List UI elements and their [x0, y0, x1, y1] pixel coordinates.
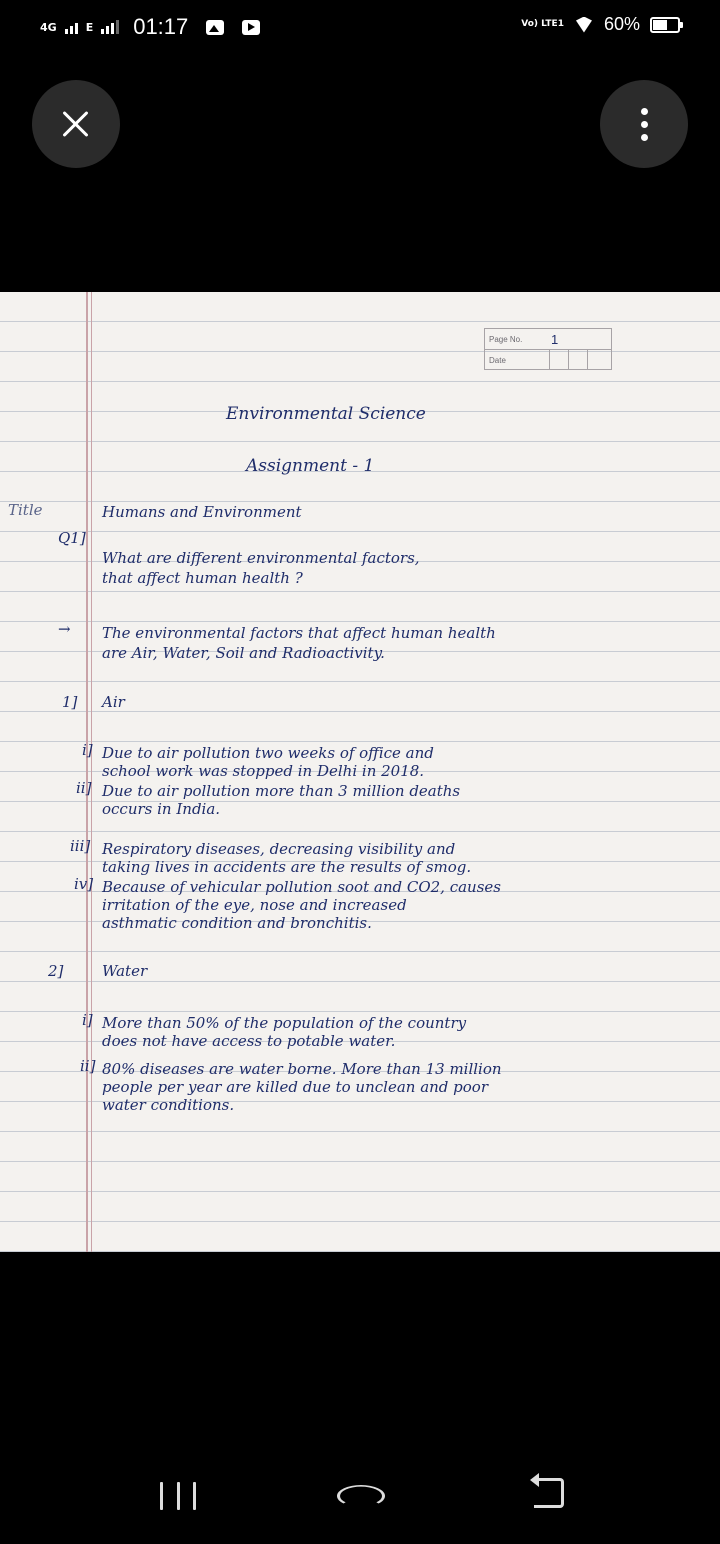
navigation-bar — [0, 1464, 720, 1544]
more-options-button[interactable] — [600, 80, 688, 168]
status-bar — [0, 0, 720, 56]
page-no-label: Page No. — [489, 334, 523, 344]
status-left — [40, 14, 260, 40]
question-line-2: that affect human health ? — [102, 569, 303, 587]
page-info-box — [484, 328, 612, 370]
date-label: Date — [489, 355, 506, 365]
gallery-notification-icon — [206, 20, 224, 35]
answer-arrow: → — [58, 620, 71, 638]
question-line-1: What are different environmental factors, — [102, 549, 420, 567]
battery-percent: 60% — [603, 14, 640, 34]
air-point-4-number: iv] — [74, 875, 94, 893]
title-label: Title — [8, 501, 43, 519]
air-point-4-line-1: Because of vehicular pollution soot and CO2, causes — [102, 878, 501, 896]
network-4g-label: 4G — [40, 20, 57, 34]
more-vertical-icon — [641, 108, 648, 141]
air-point-4-line-2: irritation of the eye, nose and increased — [102, 896, 407, 914]
clock: 01:17 — [133, 14, 189, 39]
youtube-notification-icon — [242, 20, 260, 35]
status-right — [521, 14, 680, 35]
air-point-2-line-1: Due to air pollution more than 3 million deaths — [102, 782, 461, 800]
section-air-number: 1] — [62, 693, 78, 711]
recents-button[interactable] — [160, 1478, 196, 1514]
section-air-heading: Air — [102, 693, 125, 711]
notebook-photo[interactable] — [0, 292, 720, 1252]
water-point-2-line-1: 80% diseases are water borne. More than 13 million — [102, 1060, 502, 1078]
section-water-heading: Water — [102, 962, 148, 980]
page-no-value: 1 — [551, 331, 559, 347]
water-point-1-line-2: does not have access to potable water. — [102, 1032, 396, 1050]
air-point-2-line-2: occurs in India. — [102, 800, 221, 818]
volte-label: Vo) LTE1 — [521, 19, 564, 29]
assignment-heading: Assignment - 1 — [246, 456, 375, 476]
air-point-2-number: ii] — [76, 779, 92, 797]
water-point-2-line-3: water conditions. — [102, 1096, 235, 1114]
air-point-1-line-1: Due to air pollution two weeks of office and — [102, 744, 434, 762]
air-point-1-line-2: school work was stopped in Delhi in 2018. — [102, 762, 425, 780]
wifi-icon — [574, 17, 594, 33]
air-point-1-number: i] — [82, 741, 93, 759]
signal-icon-2 — [101, 20, 119, 34]
question-number: Q1] — [58, 529, 86, 547]
close-icon — [62, 110, 90, 138]
signal-icon — [65, 20, 78, 34]
subject-heading: Environmental Science — [226, 404, 426, 424]
back-button[interactable] — [534, 1478, 564, 1508]
air-point-3-number: iii] — [70, 837, 91, 855]
battery-fill — [653, 20, 667, 30]
air-point-4-line-3: asthmatic condition and bronchitis. — [102, 914, 372, 932]
answer-intro-line-1: The environmental factors that affect human health — [102, 624, 496, 642]
close-button[interactable] — [32, 80, 120, 168]
air-point-3-line-2: taking lives in accidents are the results of smog. — [102, 858, 472, 876]
air-point-3-line-1: Respiratory diseases, decreasing visibility and — [102, 840, 456, 858]
title-value: Humans and Environment — [102, 503, 302, 521]
home-button[interactable] — [337, 1485, 385, 1507]
water-point-1-line-1: More than 50% of the population of the country — [102, 1014, 467, 1032]
water-point-2-number: ii] — [80, 1057, 96, 1075]
water-point-2-line-2: people per year are killed due to unclean and poor — [102, 1078, 489, 1096]
water-point-1-number: i] — [82, 1011, 93, 1029]
network-e-label: E — [85, 20, 94, 34]
battery-icon — [650, 17, 680, 33]
answer-intro-line-2: are Air, Water, Soil and Radioactivity. — [102, 644, 385, 662]
section-water-number: 2] — [48, 962, 64, 980]
